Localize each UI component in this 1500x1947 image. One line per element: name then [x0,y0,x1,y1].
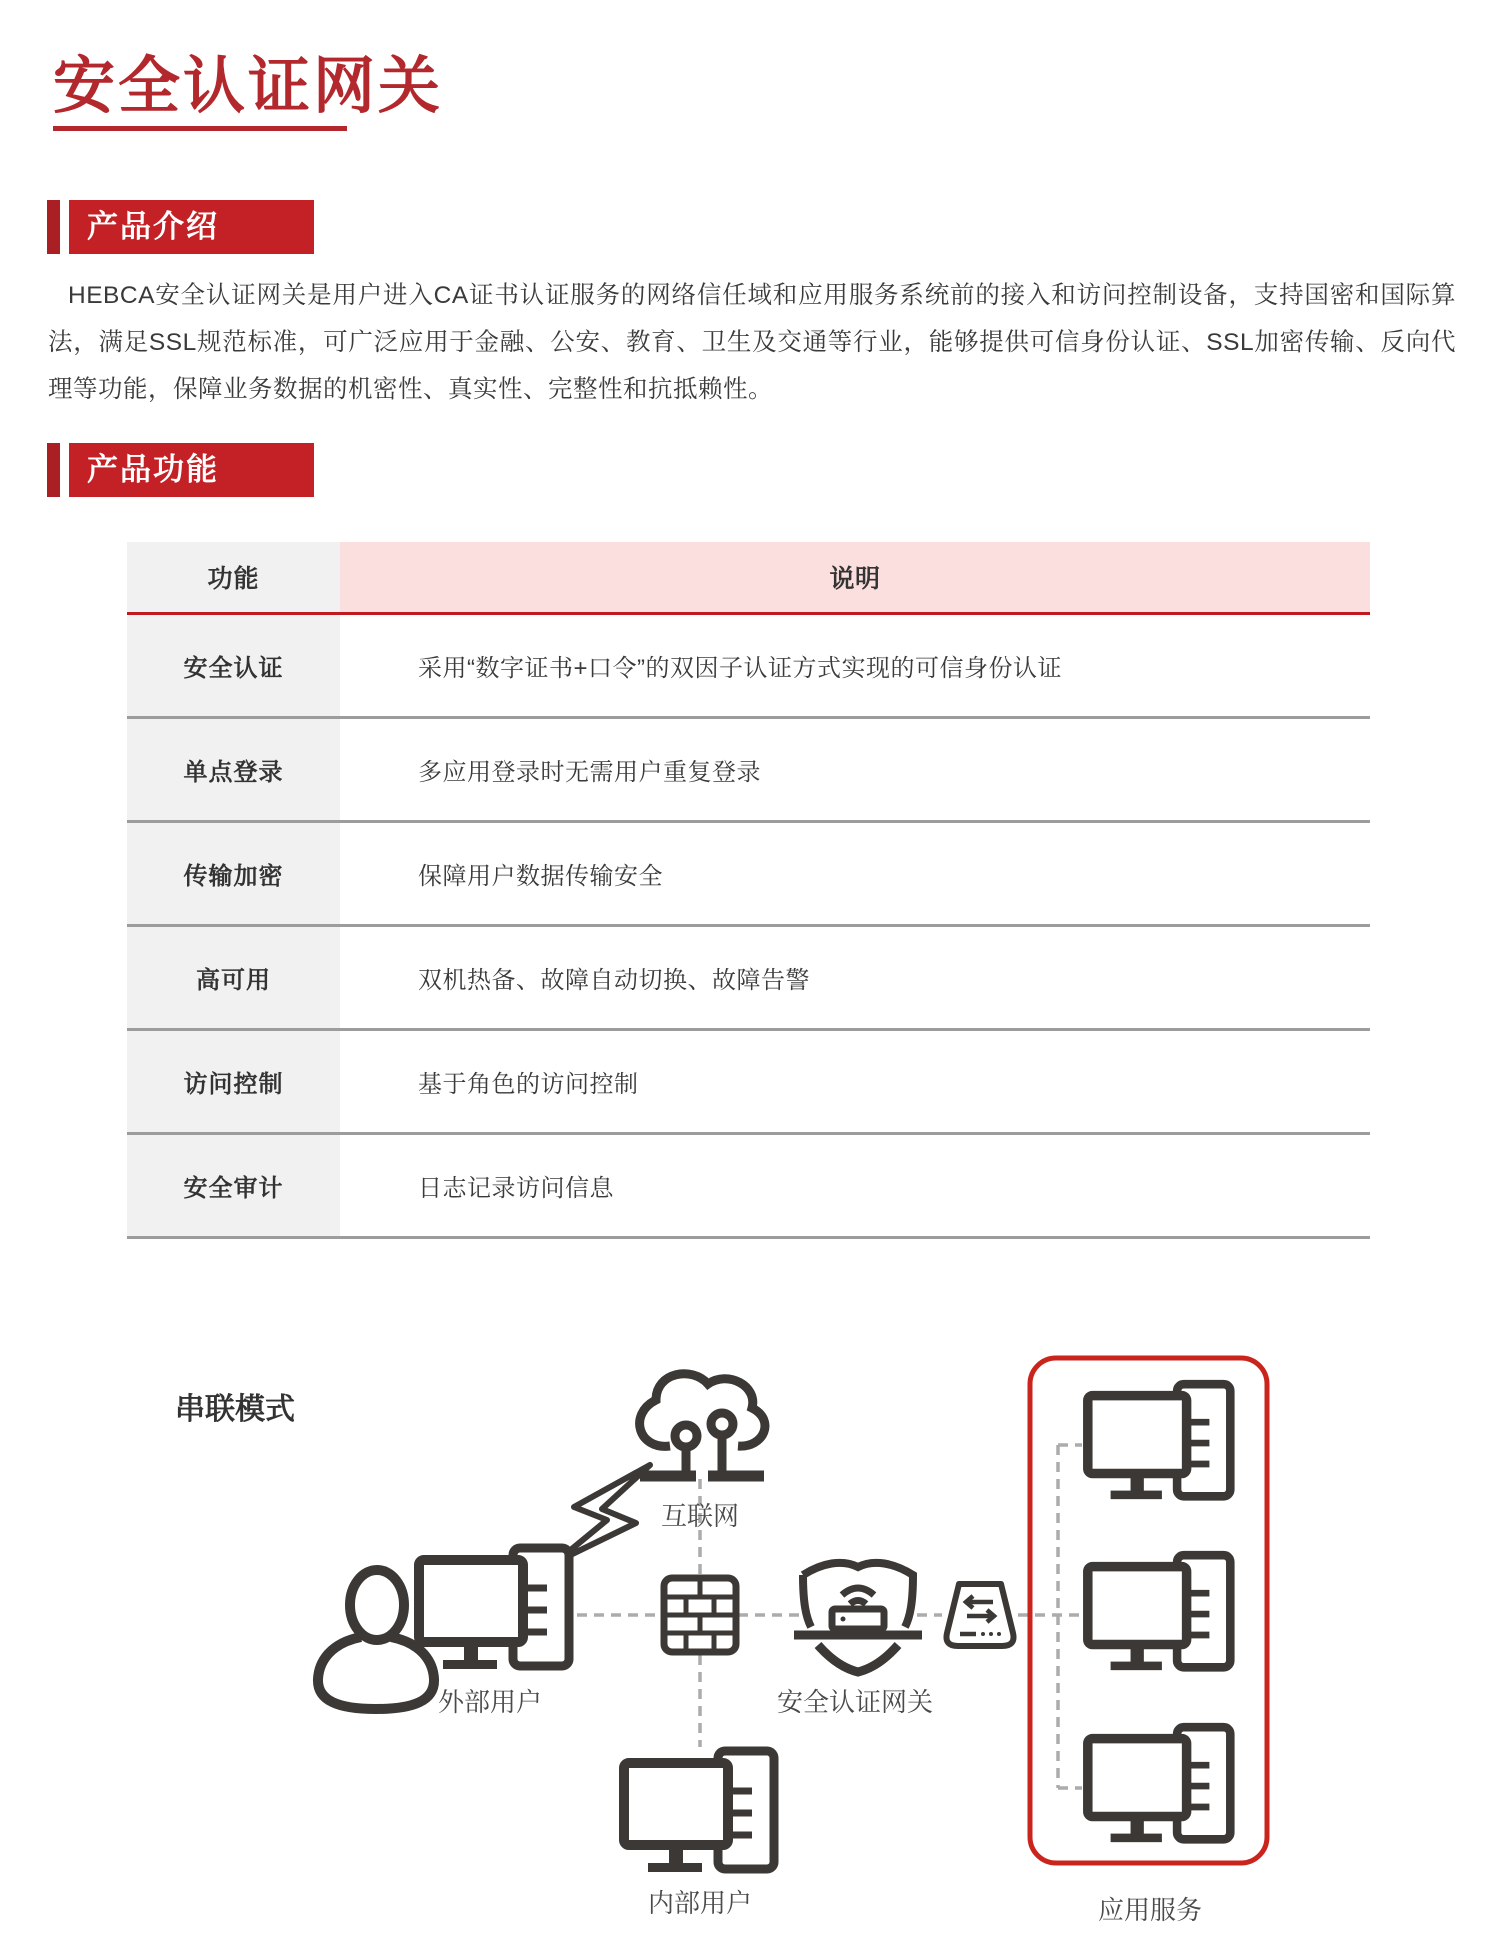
desc-cell: 保障用户数据传输安全 [340,823,1370,924]
title-underline [53,126,347,131]
desc-cell: 多应用登录时无需用户重复登录 [340,719,1370,820]
section-heading-intro: 产品介绍 [69,200,314,254]
app-server-icon [1088,1384,1231,1499]
section-heading-features: 产品功能 [69,443,314,497]
feature-cell: 传输加密 [127,823,340,924]
internet-label: 互联网 [660,1501,740,1531]
feature-cell: 高可用 [127,927,340,1028]
feature-cell: 安全认证 [127,615,340,716]
table-header-row [127,542,1370,615]
section-header-intro [47,200,314,254]
desc-cell: 双机热备、故障自动切换、故障告警 [340,927,1370,1028]
column-header-desc: 说明 [340,542,1370,612]
feature-cell: 单点登录 [127,719,340,820]
section-accent-bar [47,443,60,497]
feature-cell: 安全审计 [127,1135,340,1236]
table-row [127,823,1370,927]
gateway-shield-icon [794,1563,922,1672]
internet-cloud-icon [640,1374,765,1476]
external-user-computer-icon [419,1548,569,1669]
desc-cell: 日志记录访问信息 [340,1135,1370,1236]
table-row [127,927,1370,1031]
page-title: 安全认证网关 [53,52,444,121]
external-user-label: 外部用户 [437,1687,543,1717]
column-header-feature: 功能 [127,542,340,612]
firewall-icon [664,1578,736,1652]
internal-user-label: 内部用户 [647,1888,753,1918]
desc-cell: 基于角色的访问控制 [340,1031,1370,1132]
table-row [127,1135,1370,1239]
section-header-features [47,443,314,497]
intro-paragraph: HEBCA安全认证网关是用户进入CA证书认证服务的网络信任域和应用服务系统前的接入和访问控制设备，支持国密和国际算法，满足SSL规范标准，可广泛应用于金融、公安、教育、卫生及交通等行业，能够提供可信身份认证、SSL加密传输、反向代理等功能，保障业务数据的机密性、真实性、完整性和抗抵赖性。 [48,282,1456,403]
table-row [127,1031,1370,1135]
section-accent-bar [47,200,60,254]
serial-mode-diagram [0,1347,1500,1947]
switch-icon [946,1584,1013,1646]
app-service-label: 应用服务 [1097,1895,1203,1925]
features-table [127,542,1370,1239]
desc-cell: 采用“数字证书+口令”的双因子认证方式实现的可信身份认证 [340,615,1370,716]
diagram-mode-title: 串联模式 [175,1393,295,1426]
feature-cell: 访问控制 [127,1031,340,1132]
table-row [127,719,1370,823]
internal-user-computer-icon [624,1751,774,1872]
table-row [127,615,1370,719]
app-server-icon [1088,1727,1231,1842]
gateway-label: 安全认证网关 [776,1687,934,1717]
app-server-icon [1088,1555,1231,1670]
